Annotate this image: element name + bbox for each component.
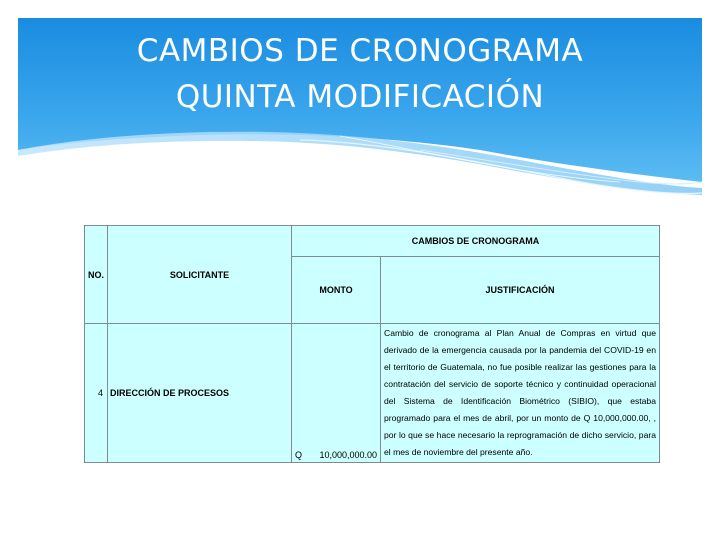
row-monto: 10,000,000.00 <box>319 450 377 460</box>
col-header-justificacion: JUSTIFICACIÓN <box>381 257 660 324</box>
slide-title-line1: CAMBIOS DE CRONOGRAMA <box>136 33 584 69</box>
row-monto-cell <box>292 324 381 463</box>
slide-title-line2: QUINTA MODIFICACIÓN <box>175 79 545 115</box>
col-header-monto: MONTO <box>292 257 381 324</box>
col-header-no: NO. <box>85 226 108 324</box>
slide-title <box>40 28 680 120</box>
row-justificacion: Cambio de cronograma al Plan Anual de Compras en virtud que derivado de la emergencia causada por la pandemia del COVID-19 en el territorio de Guatemala, no fue posible realizar las gestiones para la contratación del servicio de soporte técnico y continuidad operacional del Sistema de Identificación Biométrico (SIBIO), que estaba programado para el mes de abril, por un monto de Q 10,000,000.00, , por lo que se hace necesario la reprogramación de dicho servicio, para el mes de noviembre del presente año. <box>381 324 660 463</box>
slide-header-banner <box>0 0 720 200</box>
group-header-cambios: CAMBIOS DE CRONOGRAMA <box>292 226 660 257</box>
col-header-solicitante: SOLICITANTE <box>108 226 292 324</box>
table-row <box>85 324 660 463</box>
schedule-changes-table <box>84 225 660 463</box>
row-currency: Q <box>295 450 303 460</box>
row-solicitante: DIRECCIÓN DE PROCESOS <box>108 324 292 463</box>
row-no: 4 <box>85 324 108 463</box>
